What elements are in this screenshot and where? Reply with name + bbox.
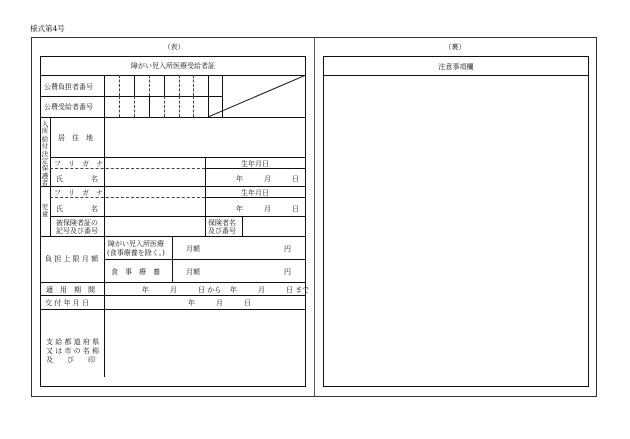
period-to: 年 月 日 まで [230, 286, 310, 294]
date-ymd-1: 年 月 日 [236, 175, 299, 183]
yen-2: 円 [284, 268, 291, 276]
issue-date: 年 月 日 [188, 299, 251, 307]
birthdate-label-1: 生年月日 [241, 160, 269, 168]
guardian-group-label: 入所給付決定保護者 [41, 120, 49, 188]
child-group-label: 児童 [41, 203, 49, 219]
page-divider [314, 37, 315, 397]
insurer-name-label-2: 及び番号 [208, 227, 236, 235]
back-side-label: （裏） [444, 43, 466, 51]
form-number: 様式第4号 [30, 24, 65, 33]
name-label-1: 氏 名 [56, 175, 98, 183]
payer-number-label: 公費負担者番号 [44, 83, 93, 91]
notes-label: 注意事項欄 [438, 63, 474, 71]
date-ymd-2: 年 月 日 [236, 205, 299, 213]
yen-1: 円 [284, 245, 291, 253]
period-label: 適 用 期 間 [46, 286, 95, 294]
period-from: 年 月 日 から [142, 286, 222, 294]
medical-label-2: (食事療養を除く。) [107, 249, 165, 257]
card-title: 障がい児入所医療受給者証 [131, 62, 215, 70]
medical-label-1: 障がい児入所医療 [108, 240, 164, 248]
insurer-name-label-1: 保険者名 [208, 219, 236, 227]
limit-label: 負 担 上 限 月 額 [45, 255, 99, 263]
furigana-label-1: フ リ ガ ナ [54, 160, 103, 168]
name-label-2: 氏 名 [56, 205, 98, 213]
monthly-1: 月額 [186, 245, 200, 253]
seal-label-2: 又 は 市 の 名 称 [46, 347, 100, 355]
seal-label-3: 及 び 印 [46, 356, 95, 364]
issue-label: 交 付 年 月 日 [45, 299, 89, 307]
notes-box [323, 56, 589, 387]
insured-card-label-1: 被保険者証の [56, 219, 98, 227]
meal-label: 食 事 療 養 [111, 268, 160, 276]
seal-label-1: 支 給 都 道 府 県 [46, 338, 100, 346]
recipient-number-label: 公費受給者番号 [44, 103, 93, 111]
front-side-label: （表） [163, 43, 185, 51]
birthdate-label-2: 生年月日 [241, 189, 269, 197]
address-label: 居 住 地 [58, 134, 93, 142]
furigana-label-2: フ リ ガ ナ [54, 189, 103, 197]
insured-card-label-2: 記号及び番号 [56, 227, 98, 235]
blank-diagonal [208, 75, 306, 117]
monthly-2: 月額 [186, 268, 200, 276]
